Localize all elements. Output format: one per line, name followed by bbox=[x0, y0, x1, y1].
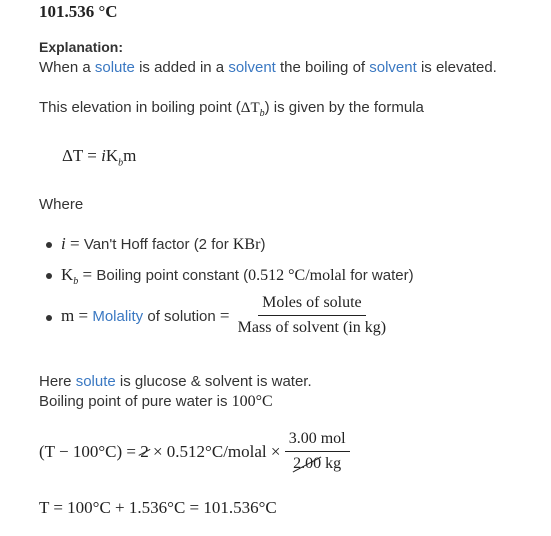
molality-link[interactable]: Molality bbox=[92, 307, 144, 325]
math-symbol: m bbox=[123, 146, 137, 165]
text-fragment: Here bbox=[39, 373, 76, 390]
molality-fraction bbox=[234, 294, 390, 337]
text-fragment: the boiling of bbox=[275, 59, 370, 76]
where-label: Where bbox=[39, 196, 84, 213]
math-symbol: m bbox=[61, 305, 75, 325]
bullet-dot bbox=[46, 242, 52, 248]
text-fragment: Boiling point constant ( bbox=[96, 267, 249, 284]
math-symbol: 0.512 °C/molal bbox=[248, 267, 347, 284]
bullet-item-molality bbox=[61, 294, 390, 337]
text-fragment: Van't Hoff factor (2 for bbox=[83, 236, 233, 253]
math-symbol: ΔT bbox=[240, 100, 260, 116]
math-symbol: K bbox=[105, 146, 119, 165]
delta-t-symbol bbox=[240, 100, 265, 119]
text-fragment: This elevation in boiling point ( bbox=[39, 99, 241, 116]
explanation-line-2 bbox=[39, 99, 424, 119]
answer-value: 101.536 °C bbox=[39, 2, 118, 21]
text-fragment: ) is given by the formula bbox=[264, 99, 424, 116]
math-symbol: × 0.512°C/molal × bbox=[148, 441, 281, 461]
calc-fraction bbox=[285, 430, 350, 473]
math-symbol: 100°C bbox=[231, 393, 273, 410]
explanation-line-1 bbox=[39, 59, 497, 76]
bullet-dot bbox=[46, 273, 52, 279]
text-fragment: When a bbox=[39, 59, 95, 76]
text-fragment: is glucose & solvent is water. bbox=[115, 373, 312, 390]
boiling-elevation-formula bbox=[62, 146, 136, 168]
solute-link[interactable]: solute bbox=[75, 373, 116, 390]
math-operator: = bbox=[74, 305, 93, 325]
text-fragment: is added in a bbox=[134, 59, 229, 76]
cancelled-factor: 2 bbox=[140, 441, 149, 461]
math-subscript: b bbox=[73, 276, 79, 287]
cancelled-mass: 2.00 bbox=[293, 455, 322, 472]
text-fragment: of solution bbox=[143, 307, 220, 325]
solute-solvent-line bbox=[39, 373, 312, 390]
math-operator: = bbox=[219, 305, 230, 325]
bullet-item-boiling-constant bbox=[61, 265, 414, 287]
math-operator: = bbox=[78, 265, 97, 284]
fraction-denominator bbox=[289, 452, 345, 473]
text-fragment: Boiling point of pure water is bbox=[39, 393, 232, 410]
math-operator: = bbox=[65, 234, 84, 253]
math-subscript: b bbox=[118, 157, 124, 169]
math-symbol: K bbox=[61, 265, 74, 284]
math-symbol: i bbox=[61, 234, 66, 253]
result-equation: T = 100°C + 1.536°C = 101.536°C bbox=[39, 498, 277, 517]
text-fragment: for water) bbox=[346, 267, 414, 284]
solvent-link[interactable]: solvent bbox=[369, 59, 417, 76]
math-subscript: b bbox=[259, 108, 265, 119]
bullet-item-vant-hoff bbox=[61, 234, 265, 254]
bullet-dot bbox=[46, 315, 52, 321]
math-operator: = bbox=[83, 146, 102, 165]
pure-water-boiling-line bbox=[39, 393, 273, 411]
fraction-numerator: 3.00 mol bbox=[285, 430, 350, 452]
fraction-numerator: Moles of solute bbox=[258, 294, 366, 316]
calculation-equation bbox=[39, 430, 350, 473]
fraction-denominator: Mass of solvent (in kg) bbox=[237, 319, 387, 336]
solute-link[interactable]: solute bbox=[94, 59, 135, 76]
explanation-heading: Explanation: bbox=[39, 39, 124, 55]
math-symbol: ΔT bbox=[62, 146, 84, 165]
solvent-link[interactable]: solvent bbox=[228, 59, 276, 76]
math-symbol: kg bbox=[321, 455, 342, 472]
math-symbol: i bbox=[101, 146, 106, 165]
math-symbol: (T − 100°C) = bbox=[39, 441, 141, 461]
math-symbol: KBr bbox=[232, 236, 261, 253]
text-fragment: is elevated. bbox=[416, 59, 497, 76]
text-fragment: ) bbox=[260, 236, 266, 253]
